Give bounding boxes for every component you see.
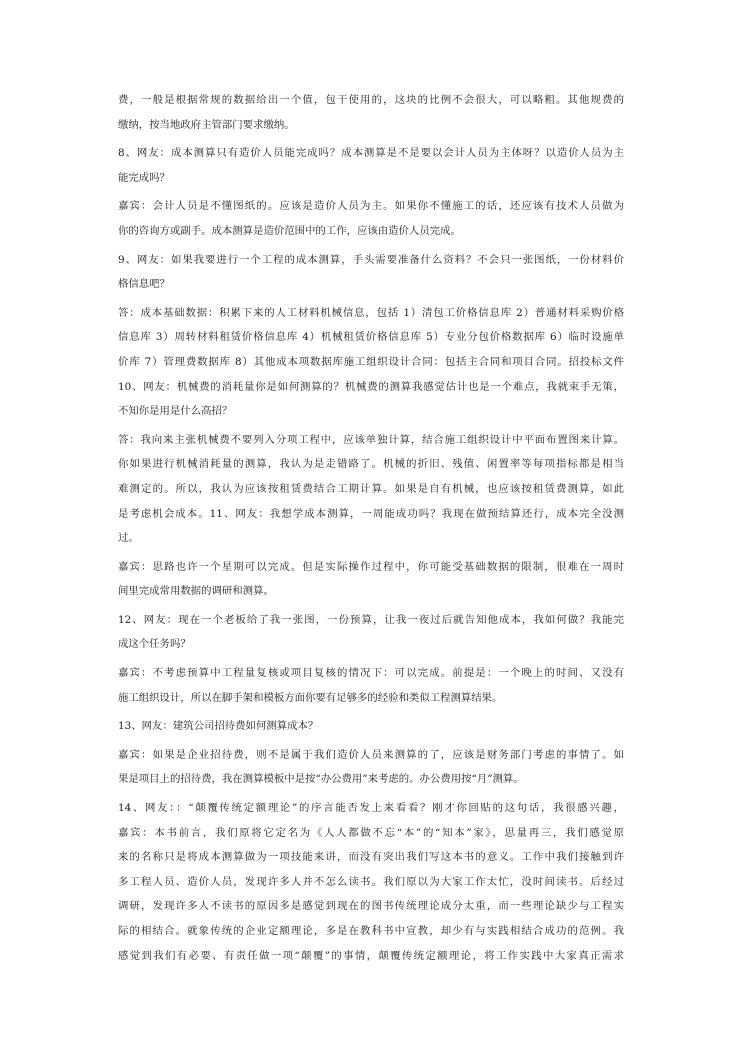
text-line: 成这个任务吗？ [118, 638, 191, 651]
text-line: 际的相结合。就象传统的企业定额理论，多是在教科书中宣教，却少有与实践相结合成功的范例。我 [118, 925, 624, 937]
text-line: 你如果进行机械消耗量的测算，我认为是走错路了。机械的折旧、残值、闲置率等每项指标都是相当 [118, 458, 624, 471]
paragraph [118, 796, 624, 968]
text-line: 13、网友：建筑公司招待费如何测算成本？ [118, 720, 319, 733]
text-line: 信息库 3）周转材料租赁价格信息库 4）机械租赁价格信息库 5）专业分包价格数据库 6）临时设施单 [118, 331, 624, 344]
paragraph [118, 555, 624, 604]
text-line: 价库 7）管理费数据库 8）其他成本项数据库施工组织设计合同：包括主合同和项目合同。招投标文件 [118, 355, 624, 368]
paragraph [118, 301, 624, 424]
text-line: 你的咨询方或副手。成本测算是造价范围中的工作，应该由造价人员完成。 [118, 224, 461, 237]
text-line: 10、网友：机械费的消耗量你是如何测算的？机械费的测算我感觉估计也是一个难点，我就束手无策， [118, 380, 624, 393]
text-line: 难测定的。所以，我认为应该按租赁费结合工期计算。如果是自有机械，也应该按租赁费测算，如此 [118, 482, 624, 495]
text-line: 调研，发现许多人不读书的原因多是感觉到现在的图书传统理论成分太重，而一些理论缺少与工程实 [118, 900, 624, 913]
text-line: 格信息吧？ [118, 278, 170, 291]
text-line: 能完成吗？ [118, 171, 170, 184]
paragraph [118, 661, 624, 710]
paragraph [118, 428, 624, 551]
paragraph [118, 608, 624, 657]
text-line: 9、网友：如果我要进行一个工程的成本测算，手头需要准备什么资料？不会只一张图纸，一份材料价 [118, 253, 624, 266]
paragraph [118, 248, 624, 297]
paragraph [118, 141, 624, 190]
paragraph [118, 194, 624, 243]
text-line: 嘉宾：会计人员是不懂图纸的。应该是造价人员为主。如果你不懂施工的话，还应该有技术人员做为 [118, 200, 624, 213]
text-line: 施工组织设计，所以在脚手架和模板方面你要有足够多的经验和类似工程测算结果。 [118, 691, 503, 704]
text-line: 间里完成常用数据的调研和测算。 [118, 585, 274, 598]
text-line: 嘉宾：不考虑预算中工程量复核或项目复核的情况下：可以完成。前提是：一个晚上的时间、又没有 [118, 667, 624, 680]
text-line: 14、网友：：“颠覆传统定额理论”的序言能否发上来看看？刚才你回贴的这句话，我很感兴趣， [118, 802, 624, 815]
text-line: 多工程人员、造价人员，发现许多人并不怎么读书。我们原以为大家工作太忙，没时间读书。后经过 [118, 875, 624, 888]
text-line: 来的名称只是将成本测算做为一项技能来讲，而没有突出我们写这本书的意义。工作中我们接触到许 [118, 851, 624, 864]
text-line: 是考虑机会成本。11、网友：我想学成本测算，一周能成功吗？我现在做预结算还行，成本完全没测 [118, 507, 624, 520]
paragraph [118, 88, 624, 137]
text-line: 过。 [118, 532, 139, 545]
text-line: 嘉宾：思路也许一个星期可以完成。但是实际操作过程中，你可能受基础数据的限制，很难在一周时 [118, 560, 624, 573]
text-line: 感觉到我们有必要、有责任做一项“颠覆”的事情，颠覆传统定额理论，将工作实践中大家真正需求 [118, 949, 624, 962]
text-line: 果是项目上的招待费，我在测算模板中是按“办公费用”来考虑的。办公费用按“月”测算。 [118, 773, 524, 786]
text-line: 12、网友：现在一个老板给了我一张图，一份预算，让我一夜过后就告知他成本，我如何做？我能完 [118, 613, 624, 626]
text-line: 不知你是用是什么高招？ [118, 405, 233, 418]
text-line: 答：我向来主张机械费不要列入分项工程中，应该单独计算，结合施工组织设计中平面布置图来计算。 [118, 433, 624, 446]
text-line: 费，一般是根据常规的数据给出一个值，包干使用的，这块的比例不会很大，可以略粗。其他规费的 [118, 94, 624, 106]
text-line: 嘉宾：本书前言，我们原将它定名为《人人都做不忘“本”的“知本”家》，思量再三，我们感觉原 [118, 826, 624, 839]
text-line: 缴纳，按当地政府主管部门要求缴纳。 [118, 118, 295, 131]
paragraph [118, 743, 624, 792]
document-page [118, 88, 624, 972]
text-line: 答：成本基础数据：积累下来的人工材料机械信息，包括 1）清包工价格信息库 2）普通材料采购价格 [118, 306, 624, 319]
text-line: 8、网友：成本测算只有造价人员能完成吗？成本测算是不是要以会计人员为主体呀？以造价人员为主 [118, 147, 624, 160]
paragraph [118, 714, 624, 739]
text-line: 嘉宾：如果是企业招待费，则不是属于我们造价人员来测算的了，应该是财务部门考虑的事情了。如 [118, 748, 624, 761]
